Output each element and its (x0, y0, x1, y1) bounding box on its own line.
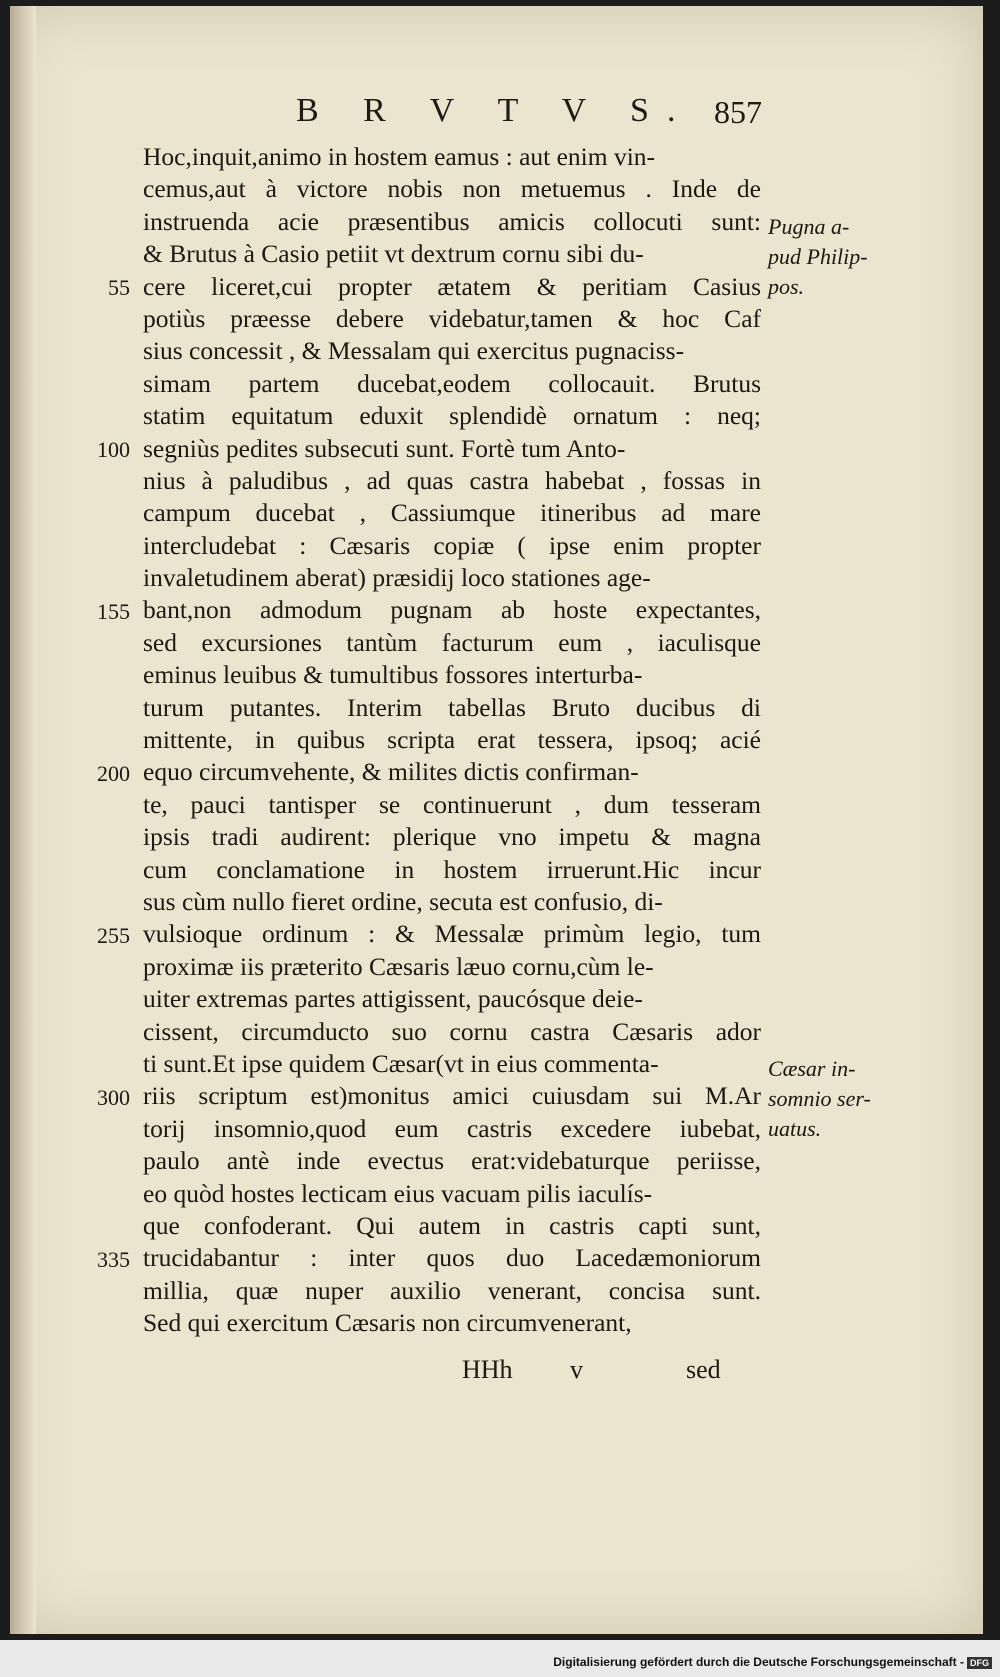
line-number: 100 (97, 436, 130, 462)
signature-number: v (570, 1355, 583, 1384)
marginal-note-line: pud Philip- (768, 243, 868, 269)
marginal-note-line: uatus. (768, 1116, 822, 1142)
text-line: paulo antè inde evectus erat:videbaturque periisse, (143, 1146, 761, 1176)
text-line: Hoc,inquit,animo in hostem eamus : aut enim vin- (143, 142, 656, 171)
text-line: statim equitatum eduxit splendidè ornatum : neq; (143, 401, 761, 431)
text-line: eo quòd hostes lecticam eius vacuam pilis iaculís- (143, 1178, 653, 1208)
marginal-note (768, 1054, 871, 1144)
text-line: riis scriptum est)monitus amici cuiusdam sui M.Ar (143, 1081, 761, 1111)
text-line: Sed qui exercitum Cæsaris non circumvenerant, (143, 1308, 632, 1338)
text-line: millia, quæ nuper auxilio venerant, concisa sunt. (143, 1275, 761, 1305)
dfg-logo: DFG (967, 1657, 992, 1669)
text-line: nius à paludibus , ad quas castra habebat , fossas in (143, 465, 761, 495)
text-line: & Brutus à Casio petiit vt dextrum cornu sibi du- (143, 239, 644, 269)
text-line: sed excursiones tantùm facturum eum , iaculisque (143, 627, 761, 657)
text-line: que confoderant. Qui autem in castris capti sunt, (143, 1210, 761, 1240)
text-line: intercludebat : Cæsaris copiæ ( ipse enim propter (143, 530, 761, 560)
page-gutter (10, 6, 36, 1634)
marginal-note-line: Pugna a- (768, 213, 850, 239)
text-line: turum putantes. Interim tabellas Bruto ducibus di (143, 692, 761, 722)
page-number: 857 (714, 94, 762, 130)
text-line: equo circumvehente, & milites dictis confirman- (143, 757, 639, 787)
marginal-note (768, 212, 868, 302)
text-line: campum ducebat , Cassiumque itineribus ad mare (143, 498, 761, 528)
footer-text: Digitalisierung gefördert durch die Deutsche Forschungsgemeinschaft - (553, 1655, 964, 1669)
text-line: trucidabantur : inter quos duo Lacedæmoniorum (143, 1243, 761, 1273)
text-line: proximæ iis præterito Cæsaris læuo cornu,cùm le- (143, 951, 654, 981)
text-line: cere liceret,cui propter ætatem & peritiam Casius (143, 271, 761, 301)
running-head: B R V T V S. (296, 92, 694, 129)
signature-mark: HHh (462, 1355, 513, 1384)
text-line: potiùs præesse debere videbatur,tamen & hoc Caf (143, 303, 761, 333)
text-line: ipsis tradi audirent: plerique vno impetu & magna (143, 822, 761, 852)
text-line: sus cùm nullo fieret ordine, secuta est confusio, di- (143, 886, 663, 916)
line-number: 55 (108, 274, 130, 300)
book-page (10, 6, 983, 1634)
marginal-note-line: somnio ser- (768, 1086, 871, 1112)
marginal-note-line: Cæsar in- (768, 1056, 856, 1082)
text-line: te, pauci tantisper se continuerunt , dum tesseram (143, 789, 761, 819)
text-line: uiter extremas partes attigissent, paucósque deie- (143, 984, 643, 1014)
line-number: 335 (97, 1246, 130, 1272)
line-number: 155 (97, 598, 130, 624)
line-number: 300 (97, 1084, 130, 1110)
text-line: torij insomnio,quod eum castris excedere iubebat, (143, 1113, 761, 1143)
text-line: sius concessit , & Messalam qui exercitus pugnaciss- (143, 336, 685, 366)
text-line: simam partem ducebat,eodem collocauit. Brutus (143, 368, 761, 398)
marginal-note-line: pos. (768, 273, 805, 299)
text-line: cissent, circumducto suo cornu castra Cæsaris ador (143, 1016, 761, 1046)
digitization-footer (553, 1655, 992, 1669)
text-line: cum conclamatione in hostem irruerunt.Hic incur (143, 854, 761, 884)
text-line: mittente, in quibus scripta erat tessera, ipsoq; acié (143, 725, 761, 755)
text-block (143, 141, 761, 1339)
text-line: instruenda acie præsentibus amicis collocuti sunt: (143, 206, 761, 236)
text-line: ti sunt.Et ipse quidem Cæsar(vt in eius commenta- (143, 1048, 659, 1078)
text-line: vulsioque ordinum : & Messalæ primùm legio, tum (143, 919, 761, 949)
text-line: invaletudinem aberat) præsidij loco stationes age- (143, 563, 651, 593)
line-number: 255 (97, 922, 130, 948)
text-line: segniùs pedites subsecuti sunt. Fortè tum Anto- (143, 433, 626, 463)
line-number: 200 (97, 760, 130, 786)
text-line: eminus leuibus & tumultibus fossores interturba- (143, 660, 643, 690)
text-line: cemus,aut à victore nobis non metuemus . Inde de (143, 174, 761, 204)
text-line: bant,non admodum pugnam ab hoste expectantes, (143, 595, 761, 625)
catchword: sed (686, 1355, 721, 1384)
